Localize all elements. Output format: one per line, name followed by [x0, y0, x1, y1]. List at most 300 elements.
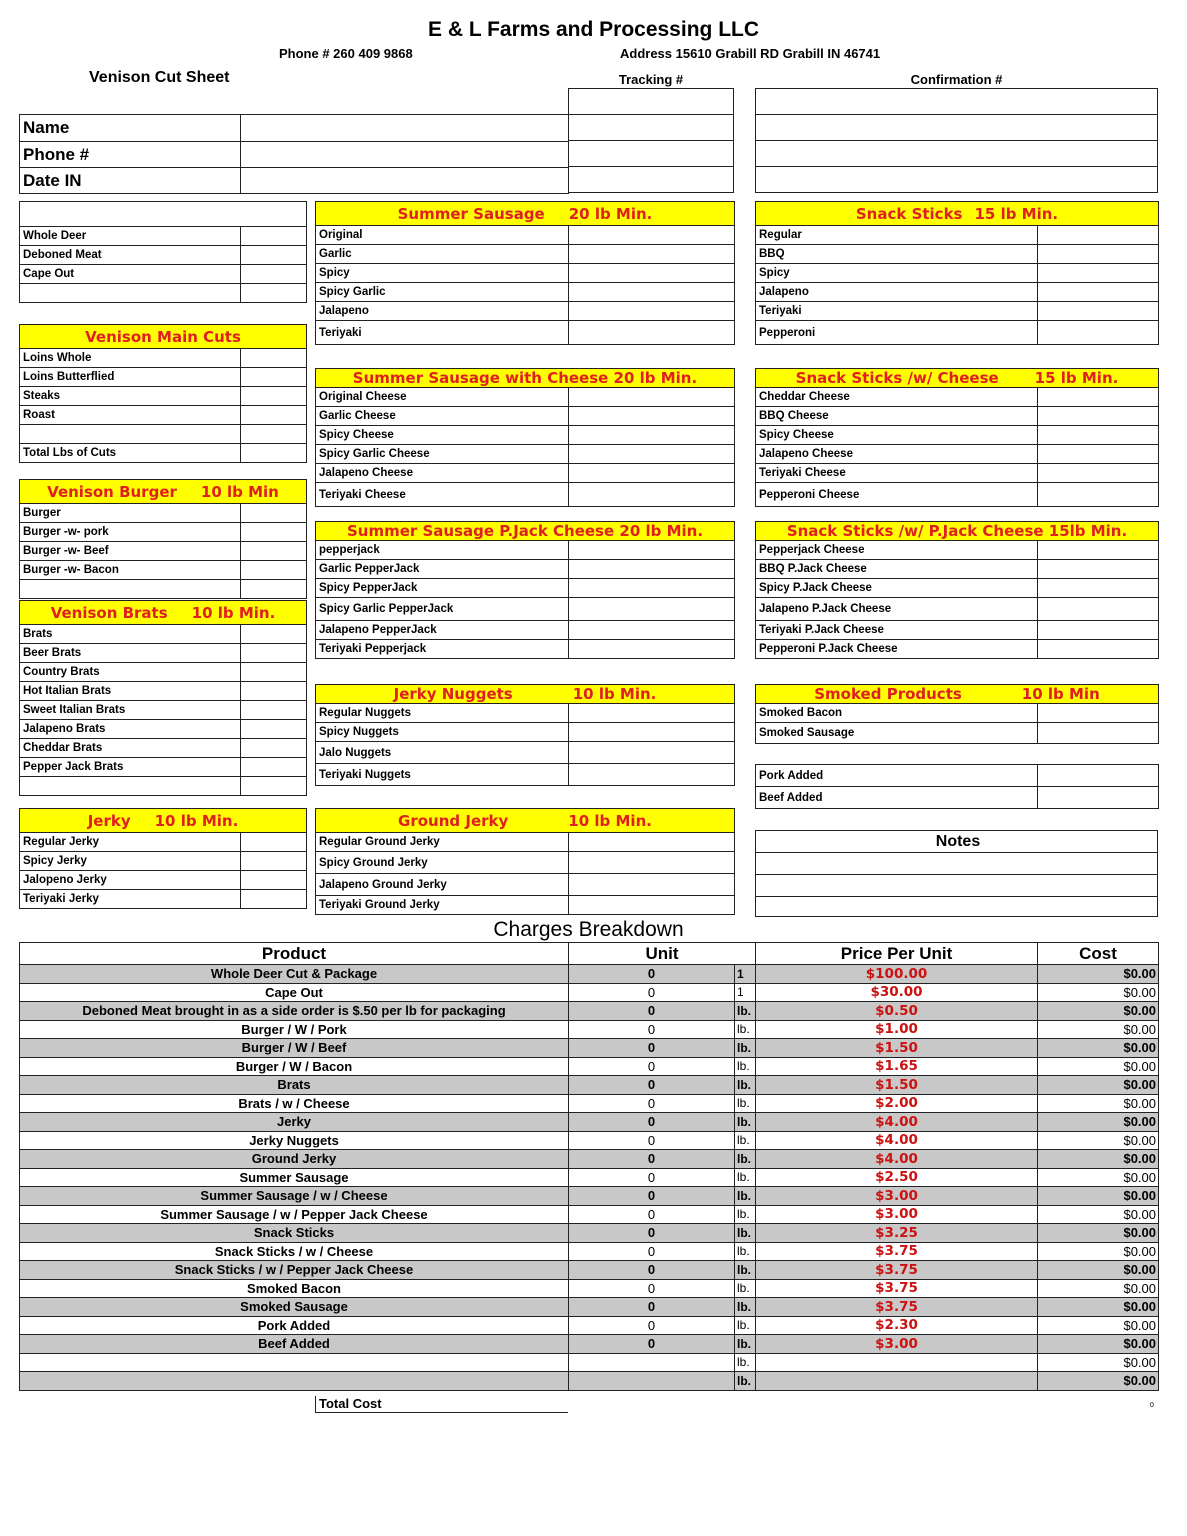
- ssj-qty[interactable]: [1038, 560, 1159, 579]
- ssp-qty[interactable]: [569, 640, 735, 659]
- brat-item: Hot Italian Brats: [20, 682, 241, 701]
- charge-row: [20, 965, 1159, 984]
- company-address: Address 15610 Grabill RD Grabill IN 46741: [620, 46, 881, 61]
- charge-price: $3.00: [756, 1335, 1038, 1354]
- charge-row: [20, 1372, 1159, 1391]
- ssp-qty[interactable]: [569, 560, 735, 579]
- charge-uom: lb.: [735, 1039, 756, 1058]
- charge-cost: $0.00: [1038, 1150, 1159, 1169]
- charge-unit[interactable]: [569, 1353, 735, 1372]
- charge-price: $4.00: [756, 1113, 1038, 1132]
- brat-item: Sweet Italian Brats: [20, 701, 241, 720]
- total-cost-value: 0: [1150, 1402, 1154, 1409]
- charge-uom: lb.: [735, 1131, 756, 1150]
- ssc-item: Original Cheese: [316, 388, 569, 407]
- charge-price: $3.75: [756, 1298, 1038, 1317]
- charge-product: [20, 1353, 569, 1372]
- confirmation-row[interactable]: [756, 115, 1158, 141]
- burger-qty[interactable]: [241, 523, 307, 542]
- ss-qty[interactable]: [569, 283, 735, 302]
- cut-qty[interactable]: [241, 425, 307, 444]
- charge-cost: $0.00: [1038, 1279, 1159, 1298]
- ssc-qty[interactable]: [569, 483, 735, 507]
- total-lbs-field[interactable]: [241, 444, 307, 463]
- ssj-qty[interactable]: [1038, 541, 1159, 560]
- date-in-label: Date IN: [20, 168, 241, 194]
- notes-title: Notes: [756, 831, 1158, 853]
- brat-item: Country Brats: [20, 663, 241, 682]
- charge-unit[interactable]: 0: [569, 1316, 735, 1335]
- charge-cost: $0.00: [1038, 1242, 1159, 1261]
- sheet-title: Venison Cut Sheet: [89, 69, 230, 86]
- ssp-qty[interactable]: [569, 541, 735, 560]
- ssp-item: Spicy PepperJack: [316, 579, 569, 598]
- cut-item: Steaks: [20, 387, 241, 406]
- ssj-item: Pepperoni P.Jack Cheese: [756, 640, 1038, 659]
- date-in-field[interactable]: [241, 168, 569, 194]
- name-field[interactable]: [241, 115, 569, 142]
- brat-qty[interactable]: [241, 682, 307, 701]
- ssj-item: BBQ P.Jack Cheese: [756, 560, 1038, 579]
- notes-line[interactable]: [756, 897, 1158, 917]
- charge-unit[interactable]: 0: [569, 1224, 735, 1243]
- charges-title: Charges Breakdown: [493, 918, 684, 941]
- pork-added-qty[interactable]: [1038, 765, 1159, 787]
- charge-unit[interactable]: 0: [569, 1205, 735, 1224]
- beef-added-qty[interactable]: [1038, 787, 1159, 809]
- charge-unit[interactable]: 0: [569, 1298, 735, 1317]
- brat-qty[interactable]: [241, 739, 307, 758]
- ssc-qty[interactable]: [569, 388, 735, 407]
- charge-unit[interactable]: 0: [569, 1261, 735, 1280]
- charge-cost: $0.00: [1038, 1168, 1159, 1187]
- charge-unit[interactable]: 0: [569, 1076, 735, 1095]
- ssj-title: Snack Sticks /w/ P.Jack Cheese 15lb Min.: [756, 522, 1159, 541]
- jerky-item: Regular Jerky: [20, 833, 241, 852]
- summer-sausage-pjack-table: [315, 521, 735, 659]
- stick-qty[interactable]: [1038, 226, 1159, 245]
- charge-row: [20, 1076, 1159, 1095]
- ssc-qty[interactable]: [569, 445, 735, 464]
- cut-item: Loins Whole: [20, 349, 241, 368]
- pork-added-label: Pork Added: [756, 765, 1038, 787]
- nugget-item: Jalo Nuggets: [316, 742, 569, 764]
- jerky-nuggets-table: [315, 684, 735, 786]
- burger-title: Venison Burger 10 lb Min: [20, 480, 307, 504]
- charge-row: [20, 1150, 1159, 1169]
- smoked-qty[interactable]: [1038, 704, 1159, 723]
- jerky-table: [19, 808, 307, 909]
- ss-item: Spicy Garlic: [316, 283, 569, 302]
- charge-price: $3.75: [756, 1261, 1038, 1280]
- ssc-title: Summer Sausage with Cheese 20 lb Min.: [316, 369, 735, 388]
- charge-product: Summer Sausage / w / Pepper Jack Cheese: [20, 1205, 569, 1224]
- charge-row: [20, 1353, 1159, 1372]
- charge-uom: lb.: [735, 1020, 756, 1039]
- company-phone: Phone # 260 409 9868: [279, 46, 413, 61]
- charge-unit[interactable]: 0: [569, 1335, 735, 1354]
- brat-qty[interactable]: [241, 644, 307, 663]
- brat-item: Beer Brats: [20, 644, 241, 663]
- stick-qty[interactable]: [1038, 283, 1159, 302]
- brats-table: [19, 600, 307, 796]
- charge-unit[interactable]: 0: [569, 1057, 735, 1076]
- ss-qty[interactable]: [569, 321, 735, 345]
- charge-price: $2.50: [756, 1168, 1038, 1187]
- charge-unit[interactable]: [569, 1372, 735, 1391]
- snack-sticks-table: [755, 201, 1159, 345]
- charge-product: Pork Added: [20, 1316, 569, 1335]
- burger-qty[interactable]: [241, 504, 307, 523]
- intake-qty[interactable]: [241, 227, 307, 246]
- gj-item: Jalapeno Ground Jerky: [316, 874, 569, 896]
- brat-item: Jalapeno Brats: [20, 720, 241, 739]
- brat-item: [20, 777, 241, 796]
- charge-product: Summer Sausage / w / Cheese: [20, 1187, 569, 1206]
- tracking-row[interactable]: [569, 141, 734, 167]
- charge-row: [20, 1187, 1159, 1206]
- jerky-item: Jalopeno Jerky: [20, 871, 241, 890]
- ssk-qty[interactable]: [1038, 388, 1159, 407]
- charge-price: $4.00: [756, 1150, 1038, 1169]
- charge-cost: $0.00: [1038, 1224, 1159, 1243]
- charge-unit[interactable]: 0: [569, 1187, 735, 1206]
- charge-row: [20, 1279, 1159, 1298]
- notes-table: [755, 830, 1158, 917]
- charge-cost: $0.00: [1038, 1372, 1159, 1391]
- ss-item: Spicy: [316, 264, 569, 283]
- charge-uom: lb.: [735, 1076, 756, 1095]
- charge-unit[interactable]: 0: [569, 983, 735, 1002]
- total-cost-label: Total Cost: [315, 1396, 568, 1413]
- total-lbs-label: Total Lbs of Cuts: [20, 444, 241, 463]
- charge-uom: lb.: [735, 1205, 756, 1224]
- ssj-item: Pepperjack Cheese: [756, 541, 1038, 560]
- charge-cost: $0.00: [1038, 965, 1159, 984]
- cut-item: Roast: [20, 406, 241, 425]
- charge-uom: lb.: [735, 1113, 756, 1132]
- ss-item: Original: [316, 226, 569, 245]
- ss-qty[interactable]: [569, 245, 735, 264]
- brat-qty[interactable]: [241, 720, 307, 739]
- gj-qty[interactable]: [569, 852, 735, 874]
- charge-row: [20, 1002, 1159, 1021]
- confirmation-label: Confirmation #: [910, 72, 1003, 87]
- ssp-qty[interactable]: [569, 598, 735, 621]
- smoked-title: Smoked Products 10 lb Min: [756, 685, 1159, 704]
- charge-row: [20, 1057, 1159, 1076]
- tracking-label: Tracking #: [618, 72, 684, 87]
- ssp-qty[interactable]: [569, 579, 735, 598]
- ssp-item: Spicy Garlic PepperJack: [316, 598, 569, 621]
- charge-product: Ground Jerky: [20, 1150, 569, 1169]
- charge-price: $1.50: [756, 1039, 1038, 1058]
- smoked-item: Smoked Sausage: [756, 723, 1038, 744]
- charge-price: [756, 1372, 1038, 1391]
- beef-added-label: Beef Added: [756, 787, 1038, 809]
- charge-unit[interactable]: 0: [569, 1131, 735, 1150]
- charge-unit[interactable]: 0: [569, 1094, 735, 1113]
- ssk-qty[interactable]: [1038, 407, 1159, 426]
- ssp-qty[interactable]: [569, 621, 735, 640]
- ss-qty[interactable]: [569, 302, 735, 321]
- charge-unit[interactable]: 0: [569, 1113, 735, 1132]
- jerky-qty[interactable]: [241, 890, 307, 909]
- ssp-title: Summer Sausage P.Jack Cheese 20 lb Min.: [316, 522, 735, 541]
- charge-cost: $0.00: [1038, 1298, 1159, 1317]
- charges-table: [19, 942, 1159, 1391]
- phone-field[interactable]: [241, 142, 569, 168]
- brat-qty[interactable]: [241, 758, 307, 777]
- charge-product: Jerky: [20, 1113, 569, 1132]
- ssk-qty[interactable]: [1038, 445, 1159, 464]
- charge-row: [20, 1224, 1159, 1243]
- charge-price: $100.00: [756, 965, 1038, 984]
- ssj-qty[interactable]: [1038, 621, 1159, 640]
- charge-product: Snack Sticks: [20, 1224, 569, 1243]
- nugget-qty[interactable]: [569, 723, 735, 742]
- charge-price: $2.00: [756, 1094, 1038, 1113]
- charge-product: Deboned Meat brought in as a side order is $.50 per lb for packaging: [20, 1002, 569, 1021]
- charge-cost: $0.00: [1038, 1039, 1159, 1058]
- charge-cost: $0.00: [1038, 1057, 1159, 1076]
- tracking-row[interactable]: [569, 115, 734, 141]
- charge-product: Whole Deer Cut & Package: [20, 965, 569, 984]
- gj-qty[interactable]: [569, 833, 735, 852]
- intake-whole-deer: Whole Deer: [20, 227, 241, 246]
- charge-uom: lb.: [735, 1279, 756, 1298]
- charge-price: $3.00: [756, 1187, 1038, 1206]
- charge-price: $3.75: [756, 1279, 1038, 1298]
- ssk-qty[interactable]: [1038, 483, 1159, 507]
- stick-item: BBQ: [756, 245, 1038, 264]
- ssc-item: Teriyaki Cheese: [316, 483, 569, 507]
- gj-item: Teriyaki Ground Jerky: [316, 896, 569, 915]
- company-title: E & L Farms and Processing LLC: [427, 18, 760, 41]
- charge-cost: $0.00: [1038, 1353, 1159, 1372]
- cut-item: Loins Butterflied: [20, 368, 241, 387]
- charge-uom: 1: [735, 983, 756, 1002]
- ssk-qty[interactable]: [1038, 426, 1159, 445]
- ssj-qty[interactable]: [1038, 598, 1159, 621]
- charge-uom: lb.: [735, 1094, 756, 1113]
- charge-row: [20, 1020, 1159, 1039]
- charge-cost: $0.00: [1038, 1002, 1159, 1021]
- tracking-box: [568, 88, 734, 193]
- charge-price: $3.75: [756, 1242, 1038, 1261]
- ssk-qty[interactable]: [1038, 464, 1159, 483]
- confirmation-box: [755, 88, 1158, 193]
- charge-unit[interactable]: 0: [569, 1168, 735, 1187]
- ssj-qty[interactable]: [1038, 579, 1159, 598]
- charge-row: [20, 1242, 1159, 1261]
- charge-cost: $0.00: [1038, 983, 1159, 1002]
- intake-qty[interactable]: [241, 246, 307, 265]
- charge-product: Brats: [20, 1076, 569, 1095]
- charge-price: $1.00: [756, 1020, 1038, 1039]
- charge-unit[interactable]: 0: [569, 1279, 735, 1298]
- tracking-field[interactable]: [569, 89, 734, 115]
- intake-cape-out: Cape Out: [20, 265, 241, 284]
- jerky-qty[interactable]: [241, 833, 307, 852]
- smoked-products-table: [755, 684, 1159, 744]
- jerky-item: Spicy Jerky: [20, 852, 241, 871]
- stick-item: Jalapeno: [756, 283, 1038, 302]
- burger-item: Burger -w- Beef: [20, 542, 241, 561]
- intake-qty[interactable]: [241, 265, 307, 284]
- ground-jerky-title: Ground Jerky 10 lb Min.: [316, 809, 735, 833]
- summer-sausage-cheese-table: [315, 368, 735, 507]
- burger-qty[interactable]: [241, 561, 307, 580]
- charge-row: [20, 1168, 1159, 1187]
- charge-unit[interactable]: 0: [569, 1039, 735, 1058]
- intake-blank: [20, 284, 241, 303]
- charge-price: $30.00: [756, 983, 1038, 1002]
- notes-line[interactable]: [756, 853, 1158, 875]
- charge-price: $3.00: [756, 1205, 1038, 1224]
- charge-unit[interactable]: 0: [569, 965, 735, 984]
- product-header: Product: [20, 943, 569, 965]
- gj-item: Regular Ground Jerky: [316, 833, 569, 852]
- brat-qty[interactable]: [241, 701, 307, 720]
- jerky-qty[interactable]: [241, 852, 307, 871]
- cut-qty[interactable]: [241, 368, 307, 387]
- burger-qty[interactable]: [241, 580, 307, 599]
- charge-product: Smoked Sausage: [20, 1298, 569, 1317]
- charge-uom: lb.: [735, 1372, 756, 1391]
- nugget-item: Teriyaki Nuggets: [316, 764, 569, 786]
- intake-header: [20, 202, 307, 227]
- charge-cost: $0.00: [1038, 1113, 1159, 1132]
- notes-line[interactable]: [756, 875, 1158, 897]
- charge-price: $2.30: [756, 1316, 1038, 1335]
- ssp-item: Teriyaki Pepperjack: [316, 640, 569, 659]
- charge-cost: $0.00: [1038, 1261, 1159, 1280]
- charge-uom: lb.: [735, 1224, 756, 1243]
- ssc-qty[interactable]: [569, 464, 735, 483]
- intake-deboned: Deboned Meat: [20, 246, 241, 265]
- nugget-qty[interactable]: [569, 704, 735, 723]
- snack-sticks-cheese-table: [755, 368, 1159, 507]
- nugget-qty[interactable]: [569, 764, 735, 786]
- ssc-qty[interactable]: [569, 426, 735, 445]
- nugget-qty[interactable]: [569, 742, 735, 764]
- burger-item: Burger: [20, 504, 241, 523]
- confirmation-row[interactable]: [756, 141, 1158, 167]
- burger-table: [19, 479, 307, 599]
- gj-qty[interactable]: [569, 896, 735, 915]
- tracking-row[interactable]: [569, 167, 734, 193]
- charge-uom: lb.: [735, 1168, 756, 1187]
- charge-cost: $0.00: [1038, 1131, 1159, 1150]
- charge-product: [20, 1372, 569, 1391]
- ssk-item: BBQ Cheese: [756, 407, 1038, 426]
- stick-qty[interactable]: [1038, 245, 1159, 264]
- charge-uom: lb.: [735, 1187, 756, 1206]
- brats-title: Venison Brats 10 lb Min.: [20, 601, 307, 625]
- smoked-qty[interactable]: [1038, 723, 1159, 744]
- burger-item: Burger -w- pork: [20, 523, 241, 542]
- charge-uom: lb.: [735, 1002, 756, 1021]
- charge-row: [20, 1261, 1159, 1280]
- gj-item: Spicy Ground Jerky: [316, 852, 569, 874]
- ssk-item: Spicy Cheese: [756, 426, 1038, 445]
- ssp-item: pepperjack: [316, 541, 569, 560]
- brat-qty[interactable]: [241, 777, 307, 796]
- charge-row: [20, 1094, 1159, 1113]
- charge-price: [756, 1353, 1038, 1372]
- ss-item: Teriyaki: [316, 321, 569, 345]
- charge-row: [20, 1298, 1159, 1317]
- charge-unit[interactable]: 0: [569, 1242, 735, 1261]
- ssk-item: Teriyaki Cheese: [756, 464, 1038, 483]
- charge-unit[interactable]: 0: [569, 1150, 735, 1169]
- charge-product: Burger / W / Beef: [20, 1039, 569, 1058]
- stick-item: Teriyaki: [756, 302, 1038, 321]
- brat-qty[interactable]: [241, 663, 307, 682]
- intake-qty[interactable]: [241, 284, 307, 303]
- charge-row: [20, 1113, 1159, 1132]
- ssc-qty[interactable]: [569, 407, 735, 426]
- charge-uom: lb.: [735, 1261, 756, 1280]
- cut-qty[interactable]: [241, 406, 307, 425]
- charge-product: Summer Sausage: [20, 1168, 569, 1187]
- stick-qty[interactable]: [1038, 302, 1159, 321]
- burger-qty[interactable]: [241, 542, 307, 561]
- ssj-item: Spicy P.Jack Cheese: [756, 579, 1038, 598]
- gj-qty[interactable]: [569, 874, 735, 896]
- price-header: Price Per Unit: [756, 943, 1038, 965]
- summer-sausage-title: Summer Sausage 20 lb Min.: [316, 202, 735, 226]
- burger-item: [20, 580, 241, 599]
- charge-unit[interactable]: 0: [569, 1020, 735, 1039]
- charge-uom: lb.: [735, 1335, 756, 1354]
- cut-qty[interactable]: [241, 387, 307, 406]
- charge-product: Burger / W / Bacon: [20, 1057, 569, 1076]
- charge-cost: $0.00: [1038, 1020, 1159, 1039]
- confirmation-row[interactable]: [756, 167, 1158, 193]
- ss-qty[interactable]: [569, 264, 735, 283]
- charge-row: [20, 983, 1159, 1002]
- charge-row: [20, 1335, 1159, 1354]
- added-meat-table: [755, 764, 1159, 809]
- brat-qty[interactable]: [241, 625, 307, 644]
- nugget-item: Spicy Nuggets: [316, 723, 569, 742]
- ssc-item: Spicy Cheese: [316, 426, 569, 445]
- ssp-item: Garlic PepperJack: [316, 560, 569, 579]
- charge-product: Snack Sticks / w / Pepper Jack Cheese: [20, 1261, 569, 1280]
- ssk-item: Cheddar Cheese: [756, 388, 1038, 407]
- ssj-item: Teriyaki P.Jack Cheese: [756, 621, 1038, 640]
- charge-product: Jerky Nuggets: [20, 1131, 569, 1150]
- ssp-item: Jalapeno PepperJack: [316, 621, 569, 640]
- ssj-qty[interactable]: [1038, 640, 1159, 659]
- charge-unit[interactable]: 0: [569, 1002, 735, 1021]
- cut-qty[interactable]: [241, 349, 307, 368]
- ss-qty[interactable]: [569, 226, 735, 245]
- ssc-item: Garlic Cheese: [316, 407, 569, 426]
- snack-sticks-title: Snack Sticks 15 lb Min.: [756, 202, 1159, 226]
- charge-product: Beef Added: [20, 1335, 569, 1354]
- stick-qty[interactable]: [1038, 264, 1159, 283]
- jerky-qty[interactable]: [241, 871, 307, 890]
- stick-qty[interactable]: [1038, 321, 1159, 345]
- summer-sausage-table: [315, 201, 735, 345]
- nuggets-title: Jerky Nuggets 10 lb Min.: [316, 685, 735, 704]
- confirmation-field[interactable]: [756, 89, 1158, 115]
- ssc-item: Spicy Garlic Cheese: [316, 445, 569, 464]
- unit-header: Unit: [569, 943, 756, 965]
